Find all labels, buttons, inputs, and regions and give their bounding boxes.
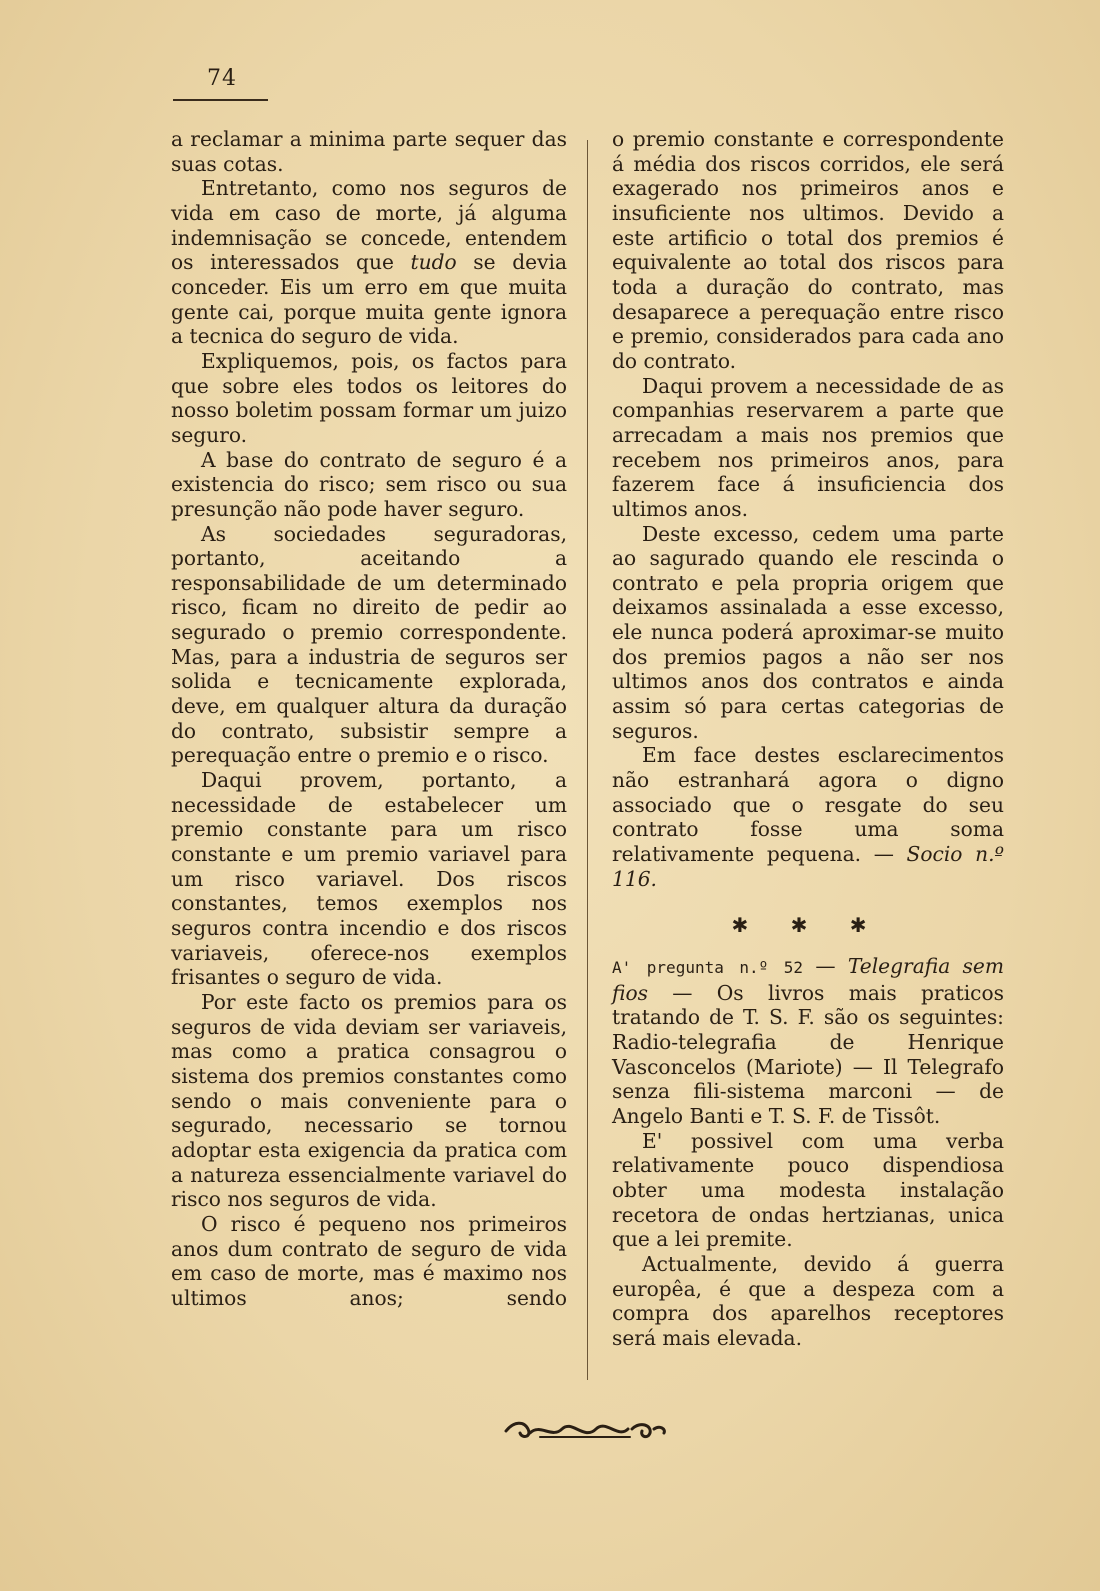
paragraph: A base do contrato de seguro é a existencia do risco; sem risco ou sua presunção não pode haver seguro. (171, 447, 567, 521)
paragraph (612, 743, 1004, 891)
paragraph: E' possivel com uma verba relativamente pouco dispendiosa obter uma modesta instalação recetora de ondas hertzianas, unica que a lei premite. (612, 1128, 1004, 1252)
answer-label: A' pregunta n.º 52 (612, 958, 804, 977)
paragraph-text: Entretanto, como nos seguros de vida em caso de morte, já alguma indemnisação se concede, entendem os interessados que (171, 176, 567, 275)
paragraph-text: Em face destes esclarecimentos não estranhará agora o digno associado que o resgate do seu contrato fosse uma soma relativamente pequena. — (612, 743, 1004, 867)
paragraph: Actualmente, devido á guerra europêa, é que a despeza com a compra dos aparelhos receptores será mais elevada. (612, 1251, 1004, 1350)
section-ornament: ✱ ✱ ✱ (731, 913, 885, 938)
column-divider (587, 140, 588, 1380)
paragraph: Deste excesso, cedem uma parte ao sagurado quando ele rescinda o contrato e pela propria origem que deixamos assinalada a esse excesso, ele nunca poderá aproximar-se muito dos premios pagos a não ser nos ultimos anos dos contratos e ainda assim só para certas categorias de seguros. (612, 521, 1004, 743)
right-column (612, 127, 1004, 1351)
paragraph-text: — Os livros mais praticos tratando de T. S. F. são os seguintes: Radio-telegrafia de Henrique Vasconcelos (Mariote) — Il Telegrafo senza fili-sistema marconi — de Angelo Banti e T. S. F. de Tissôt. (612, 980, 1004, 1128)
paragraph: a reclamar a minima parte sequer das suas cotas. (171, 127, 567, 176)
paragraph: Daqui provem, portanto, a necessidade de estabelecer um premio constante para um risco constante e um premio variavel para um risco variavel. Dos riscos constantes, temos exemplos nos seguros contra incendio e dos riscos variaveis, oferece-nos exemplos frisantes o seguro de vida. (171, 768, 567, 990)
paragraph: Por este facto os premios para os seguros de vida deviam ser variaveis, mas como a pratica consagrou o sistema dos premios constantes como sendo o mais conveniente para o segurado, necessario se tornou adoptar esta exigencia da pratica com a natureza essencialmente variavel do risco nos seguros de vida. (171, 989, 567, 1212)
paragraph: O risco é pequeno nos primeiros anos dum contrato de seguro de vida em caso de morte, mas é maximo nos ultimos anos; sendo (171, 1211, 567, 1310)
paragraph: Daqui provem a necessidade de as companhias reservarem a parte que arrecadam a mais nos premios que recebem nos primeiros anos, para fazerem face á insuficiencia dos ultimos anos. (612, 373, 1004, 521)
paragraph: o premio constante e correspondente á média dos riscos corridos, ele será exagerado nos primeiros anos e insuficiente nos ultimos. Devido a este artificio o total dos premios é equivalente ao total dos riscos para toda a duração do contrato, mas desaparece a perequação entre risco e premio, considerados para cada ano do contrato. (612, 127, 1004, 373)
paragraph (171, 176, 567, 349)
paragraph-text: se devia conceder. Eis um erro em que muita gente cai, porque muita gente ignora a tecnica do seguro de vida. (171, 250, 567, 349)
italic-word: tudo (410, 250, 457, 275)
paragraph: Expliquemos, pois, os factos para que sobre eles todos os leitores do nosso boletim possam formar um juizo seguro. (171, 348, 567, 447)
signature: Socio n.º 116. (612, 842, 1004, 891)
answer-paragraph (612, 954, 1004, 1129)
header-rule (173, 99, 268, 101)
end-ornament (500, 1415, 670, 1445)
answer-topic: Telegrafia sem fios (612, 954, 1004, 1005)
paragraph: As sociedades seguradoras, portanto, aceitando a responsabilidade de um determinado risco, ficam no direito de pedir ao segurado o premio correspondente. Mas, para a industria de seguros ser solida e tecnicamente explorada, deve, em qualquer altura da duração do contrato, subsistir sempre a perequação entre o premio e o risco. (171, 521, 567, 768)
left-column (171, 127, 567, 1311)
page-number: 74 (207, 66, 237, 91)
answer-dash: — (803, 954, 848, 978)
